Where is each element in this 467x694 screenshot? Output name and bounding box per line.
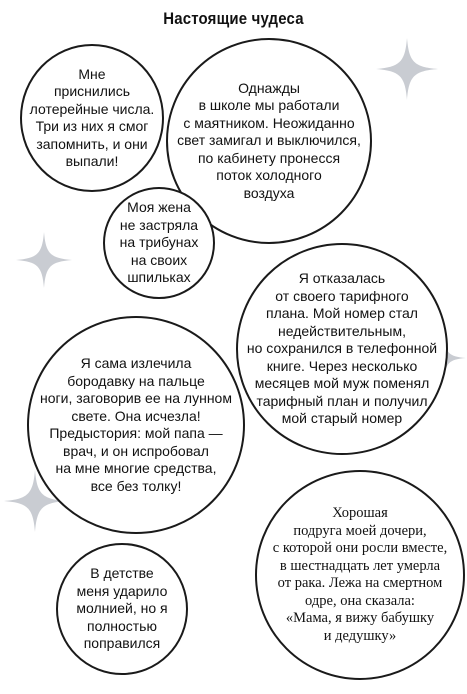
page-title: Настоящие чудеса [163, 9, 304, 28]
bubble-text: Хорошая подруга моей дочери, с которой они росли вместе, в шестнадцать лет умерла от рака. Лежа на смертном одре, она сказала: «Мама, я вижу бабушку и дедушку» [272, 505, 448, 644]
bubble-grandma [255, 470, 465, 680]
bubble-wart [27, 316, 245, 534]
sparkle-icon [376, 38, 438, 100]
bubble-text: Однажды в школе мы работали с маятником. Неожиданно свет замигал и выключился, по кабинету пронесся поток холодного воздуха [177, 79, 361, 201]
bubble-text: В детстве меня ударило молнией, но я полностью поправился [76, 565, 168, 652]
bubble-lightning [56, 543, 188, 675]
bubble-text: Я сама излечила бородавку на пальце ноги, заговорив ее на лунном свете. Она исчезла! Предыстория: мой папа — врач, и он испробовал на мне многие средства, все без толку! [40, 355, 232, 494]
bubble-tariff [236, 243, 448, 455]
bubble-text: Моя жена не застряла на трибунах на своих шпильках [119, 199, 199, 286]
sparkle-icon [16, 232, 72, 288]
bubble-text: Я отказалась от своего тарифного плана. Мой номер стал недействительным, но сохранился в телефонной книге. Через несколько месяцев мой муж поменял тарифный план и получил мой старый номер [246, 270, 438, 427]
bubble-text: Мне приснились лотерейные числа. Три из них я смог запомнить, и они выпали! [29, 65, 155, 169]
bubble-heels [103, 187, 215, 299]
bubble-lottery [20, 44, 164, 192]
